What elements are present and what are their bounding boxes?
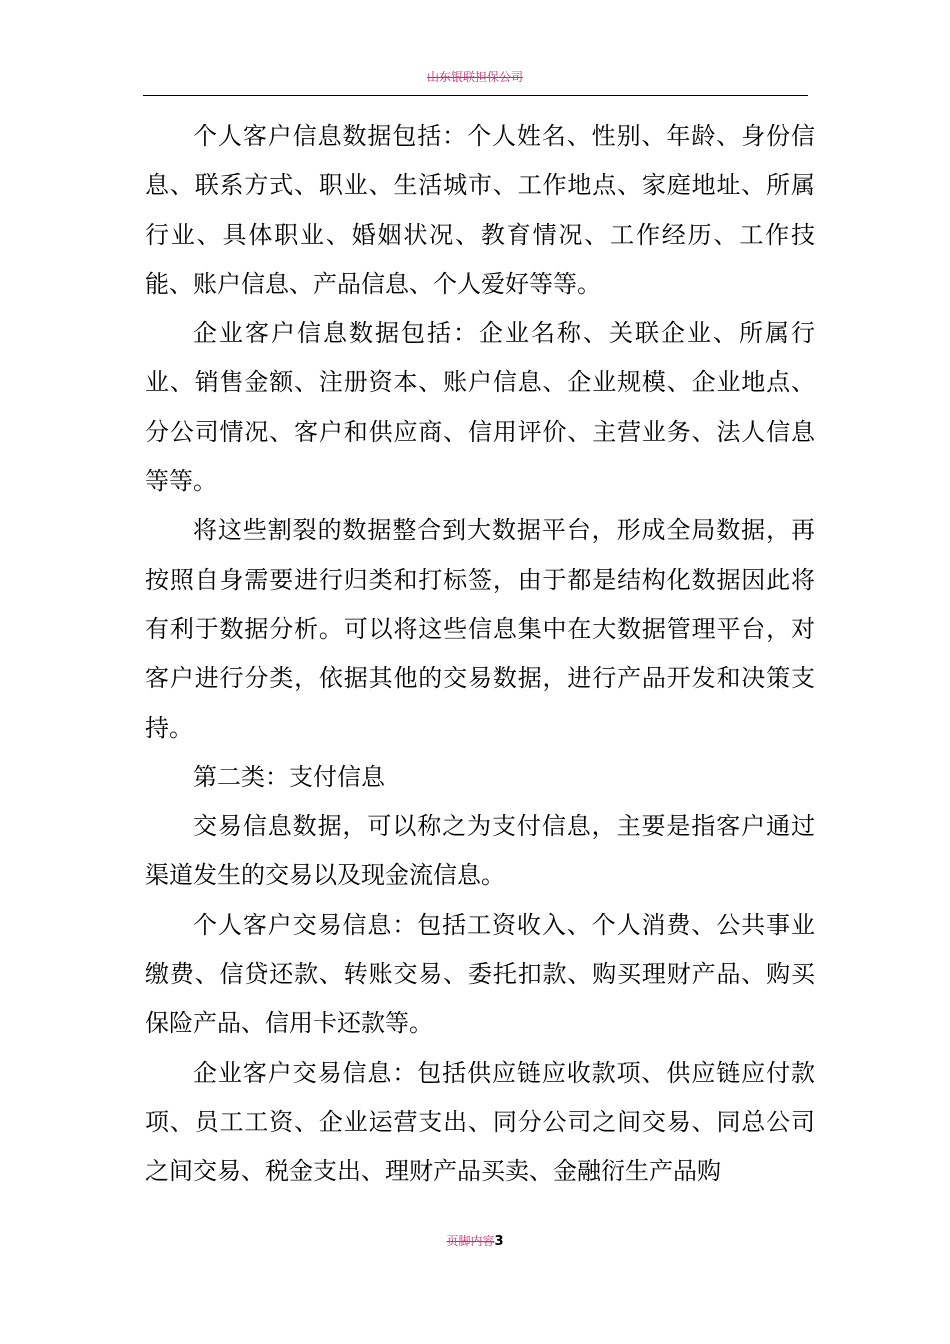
paragraph-transaction-info: 交易信息数据，可以称之为支付信息，主要是指客户通过渠道发生的交易以及现金流信息。 — [145, 812, 815, 890]
footer-text: 页脚内容 — [446, 1234, 495, 1248]
page-number: 3 — [494, 1234, 504, 1249]
document-body — [145, 112, 815, 1197]
header-divider — [143, 95, 808, 96]
paragraph-personal-customer-info: 个人客户信息数据包括：个人姓名、性别、年龄、身份信息、联系方式、职业、生活城市、工作地点、家庭地址、所属行业、具体职业、婚姻状况、教育情况、工作经历、工作技能、账户信息、产品信息、个人爱好等等。 — [145, 122, 815, 298]
section-heading-payment-info: 第二类：支付信息 — [193, 762, 385, 791]
page-footer — [0, 1232, 950, 1249]
paragraph-enterprise-transaction-info: 企业客户交易信息：包括供应链应收款项、供应链应付款项、员工工资、企业运营支出、同分公司之间交易、同总公司之间交易、税金支出、理财产品买卖、金融衍生产品购 — [145, 1058, 815, 1186]
paragraph-personal-transaction-info: 个人客户交易信息：包括工资收入、个人消费、公共事业缴费、信贷还款、转账交易、委托扣款、购买理财产品、购买保险产品、信用卡还款等。 — [145, 910, 815, 1038]
page-header: 山东银联担保公司 — [426, 70, 523, 84]
paragraph-data-integration: 将这些割裂的数据整合到大数据平台，形成全局数据，再按照自身需要进行归类和打标签，由于都是结构化数据因此将有利于数据分析。可以将这些信息集中在大数据管理平台，对客户进行分类，依据其他的交易数据，进行产品开发和决策支持。 — [145, 516, 815, 742]
paragraph-enterprise-customer-info: 企业客户信息数据包括：企业名称、关联企业、所属行业、销售金额、注册资本、账户信息、企业规模、企业地点、分公司情况、客户和供应商、信用评价、主营业务、法人信息等等。 — [145, 319, 815, 496]
